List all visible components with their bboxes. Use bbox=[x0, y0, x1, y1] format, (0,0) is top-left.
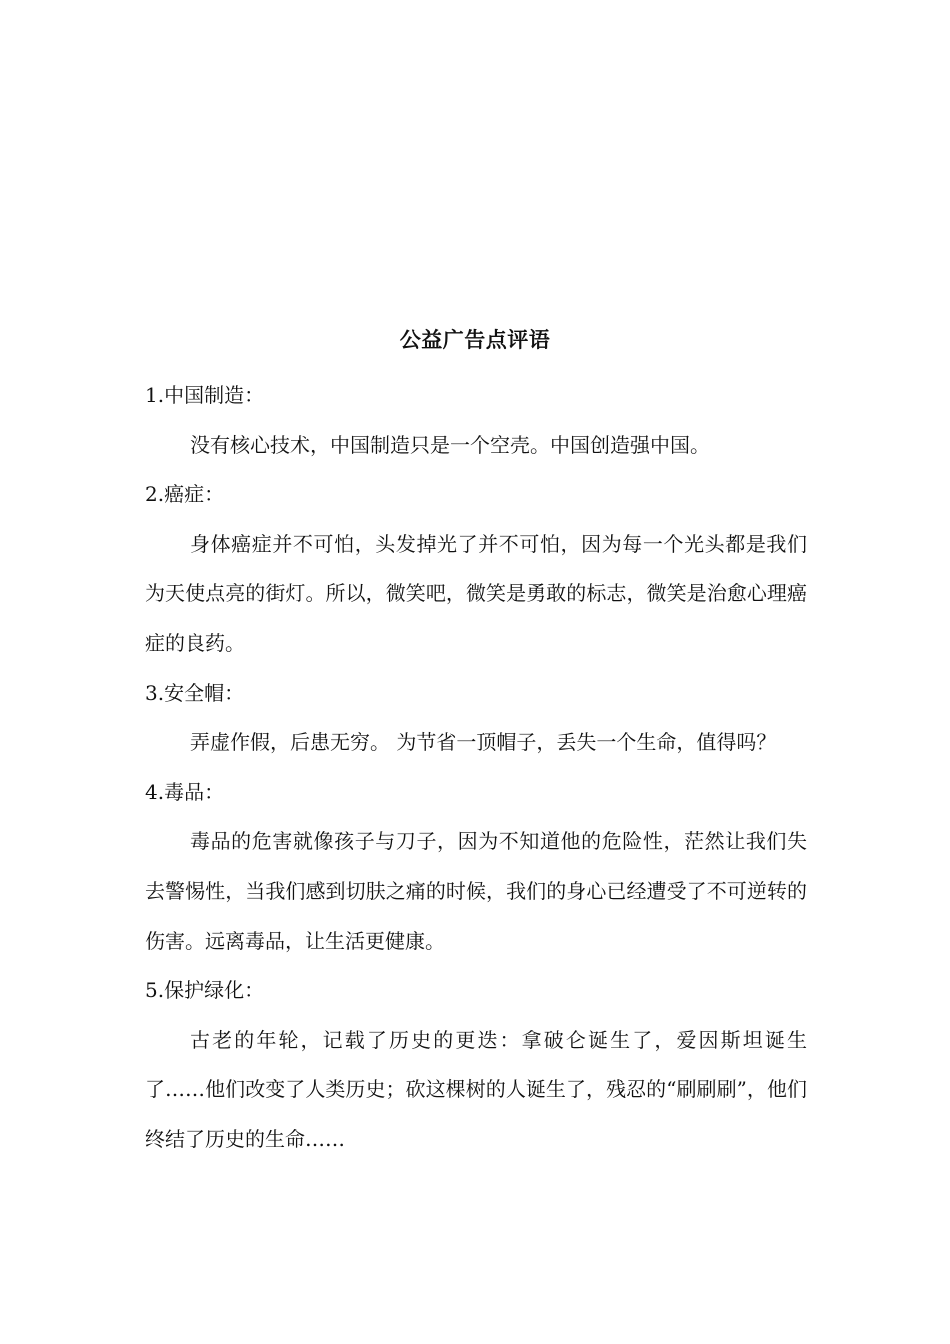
document-body bbox=[145, 371, 807, 1165]
section-text-drugs: 毒品的危害就像孩子与刀子，因为不知道他的危险性，茫然让我们失去警惕性，当我们感到切肤之痛的时候，我们的身心已经遭受了不可逆转的伤害。远离毒品，让生活更健康。 bbox=[145, 829, 807, 953]
section-text-cancer: 身体癌症并不可怕，头发掉光了并不可怕，因为每一个光头都是我们为天使点亮的街灯。所以，微笑吧，微笑是勇敢的标志，微笑是治愈心理癌症的良药。 bbox=[145, 531, 807, 655]
section-heading-cancer: 2.癌症： bbox=[145, 482, 225, 507]
section-text-safety-helmet: 弄虚作假，后患无穷。 为节省一顶帽子，丢失一个生命，值得吗？ bbox=[190, 730, 777, 755]
section-heading-drugs: 4.毒品： bbox=[145, 779, 225, 804]
section-text-made-in-china: 没有核心技术，中国制造只是一个空壳。中国创造强中国。 bbox=[190, 432, 710, 457]
document-title: 公益广告点评语 bbox=[399, 327, 551, 352]
section-heading-safety-helmet: 3.安全帽： bbox=[145, 680, 245, 705]
section-heading-made-in-china: 1.中国制造： bbox=[145, 383, 265, 407]
section-text-greening: 古老的年轮，记载了历史的更迭：拿破仑诞生了，爱因斯坦诞生了……他们改变了人类历史；砍这棵树的人诞生了，残忍的“刷刷刷”，他们终结了历史的生命…… bbox=[145, 1027, 807, 1151]
section-heading-greening: 5.保护绿化： bbox=[145, 978, 265, 1003]
